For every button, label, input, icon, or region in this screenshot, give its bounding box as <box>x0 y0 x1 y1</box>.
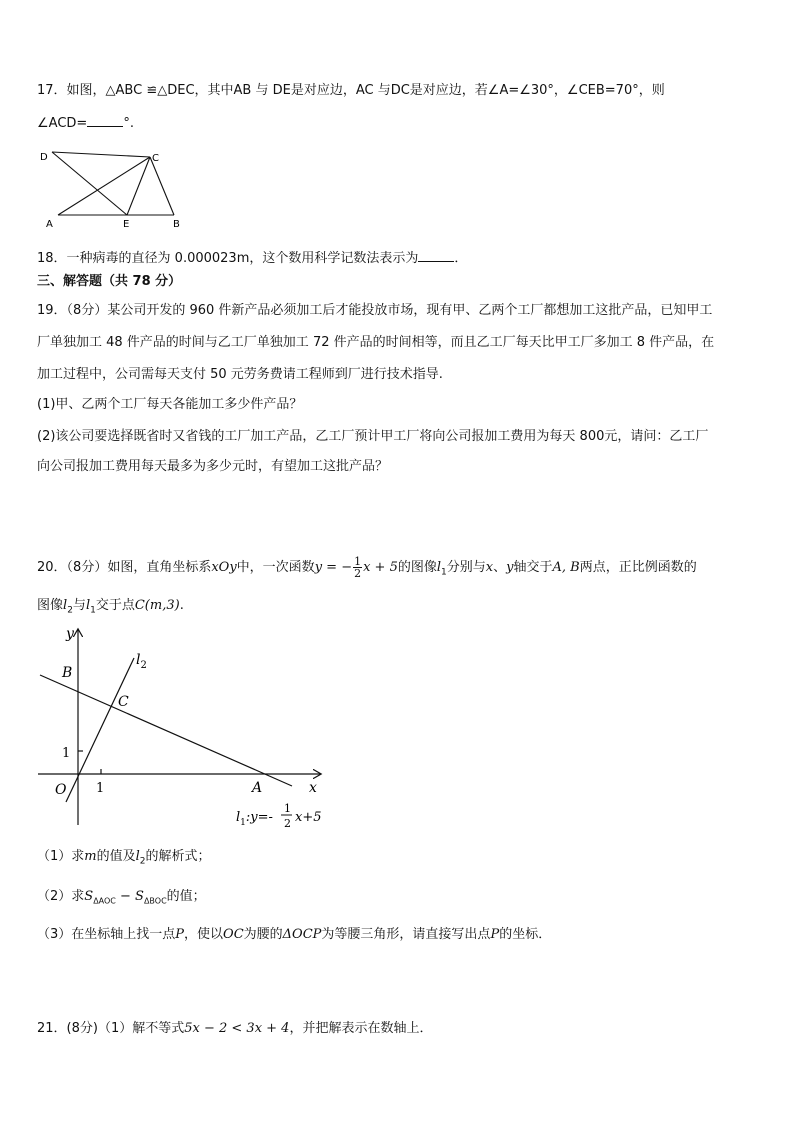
label-o: O <box>55 782 67 798</box>
label-y-axis: y <box>66 626 74 642</box>
q19-line3: 加工过程中，公司需每天支付 50 元劳务费请工程师到厂进行技术指导. <box>37 367 443 382</box>
triangle-figure <box>36 146 196 232</box>
label-e: E <box>123 219 130 230</box>
q17-line2: ∠ACD= °. <box>37 116 134 131</box>
l1-equation-rest: x+5 <box>295 810 322 825</box>
q20-part1: （1）求m的值及$l_2$的解析式； <box>37 849 211 867</box>
label-c: C <box>152 153 159 164</box>
answer-blank <box>418 249 454 262</box>
q20-part2: （2）求$S_{\Delta AOC} - S_{\Delta BOC}$的值； <box>37 889 206 906</box>
q17-text: 17．如图，△ABC ≌△DEC，其中AB 与 DE是对应边，AC 与DC是对应边，若∠A=∠30°，∠CEB=70°，则 <box>37 83 665 98</box>
coordinate-figure <box>30 620 340 835</box>
q20-line2: 图像$l_2$与$l_1$交于点C(m,3). <box>37 598 184 616</box>
q21-text: 21．(8分)（1）解不等式5x − 2 < 3x + 4，并把解表示在数轴上． <box>37 1021 433 1036</box>
label-x-axis: x <box>309 780 317 796</box>
label-b: B <box>173 219 180 230</box>
q19-part2-line2: 向公司报加工费用每天最多为多少元时，有望加工这批产品？ <box>37 459 389 474</box>
label-d: D <box>40 152 48 163</box>
label-a: A <box>252 780 263 796</box>
label-c: C <box>118 694 129 710</box>
label-a: A <box>46 219 53 230</box>
label-l2: $l_2$ <box>136 652 147 671</box>
l1-frac-num: 1 <box>284 802 291 815</box>
label-b: B <box>62 665 73 681</box>
l1-frac-den: 2 <box>284 817 291 830</box>
q19-part2-line1: (2)该公司要选择既省时又省钱的工厂加工产品，乙工厂预计甲工厂将向公司报加工费用为每天 800元，请问：乙工厂 <box>37 429 709 444</box>
q20-intro: 20．（8分）如图，直角坐标系xOy中，一次函数y = − $\frac{1}{2}$ x + 5的图像$l_1$分别与x、y轴交于A, B两点，正比例函数的 <box>37 555 697 580</box>
fraction: $\frac{1}{2}$ <box>354 555 362 580</box>
q19-part1: (1)甲、乙两个工厂每天各能加工多少件产品？ <box>37 397 303 412</box>
answer-blank <box>87 114 123 127</box>
q18-text: 18．一种病毒的直径为 0.000023m，这个数用科学记数法表示为 ． <box>37 251 468 266</box>
label-one-x: 1 <box>96 781 105 796</box>
q19-line1: 19．（8分）某公司开发的 960 件新产品必须加工后才能投放市场，现有甲、乙两个工厂都想加工这批产品，已知甲工 <box>37 303 713 318</box>
label-one-y: 1 <box>62 746 71 761</box>
q19-line2: 厂单独加工 48 件产品的时间与乙工厂单独加工 72 件产品的时间相等，而且乙工厂每天比甲工厂多加工 8 件产品，在 <box>37 335 715 350</box>
label-l1-equation: $l_1:y=-$ <box>236 810 273 828</box>
section-heading: 三、解答题（共 78 分） <box>37 274 182 289</box>
q20-part3: （3）在坐标轴上找一点P，使以OC为腰的ΔOCP为等腰三角形，请直接写出点P的坐标． <box>37 927 552 942</box>
